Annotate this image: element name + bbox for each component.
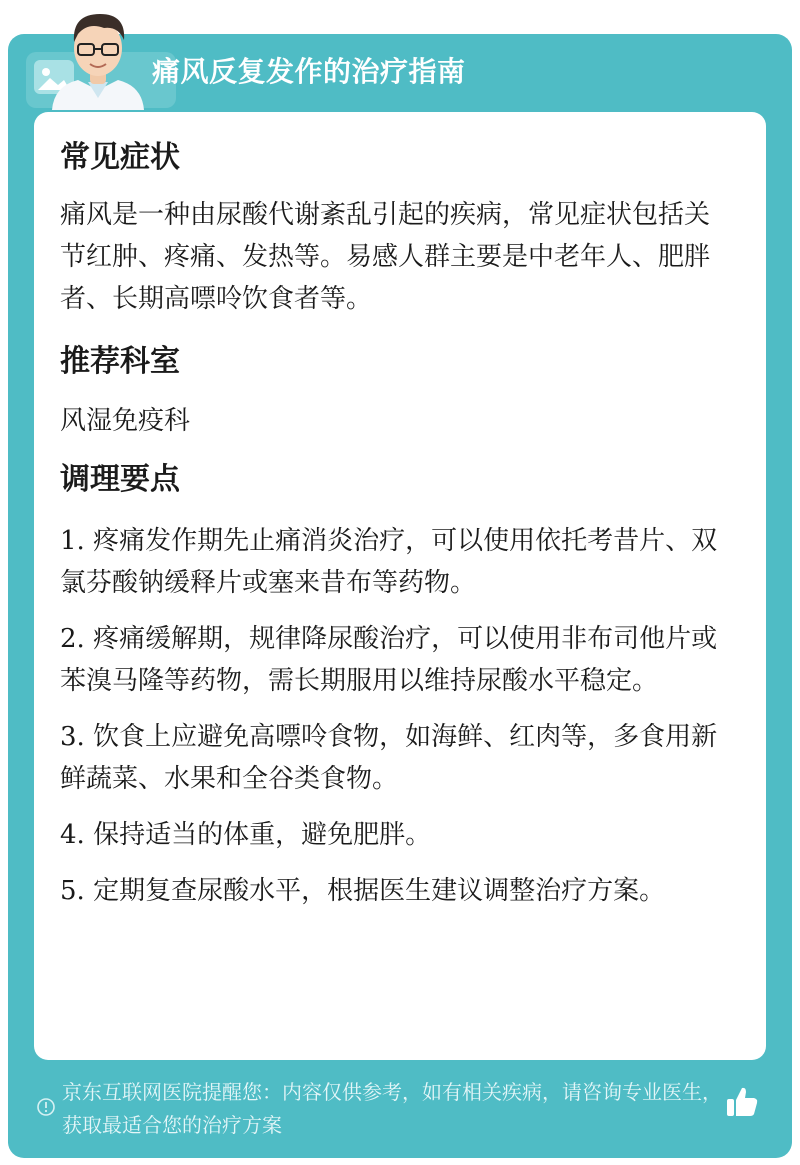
- list-item-text: 疼痛发作期先止痛消炎治疗，可以使用依托考昔片、双氯芬酸钠缓释片或塞来昔布等药物。: [60, 526, 718, 598]
- list-item-number: 4.: [60, 820, 85, 850]
- list-item-number: 2.: [60, 624, 85, 654]
- list-item: [60, 870, 730, 912]
- list-item-text: 定期复查尿酸水平，根据医生建议调整治疗方案。: [93, 876, 666, 906]
- list-item-number: 5.: [60, 876, 85, 906]
- care-list: [60, 520, 730, 912]
- thumbs-up-icon[interactable]: [724, 1084, 760, 1120]
- doctor-avatar: [48, 6, 148, 110]
- disclaimer-text: 京东互联网医院提醒您：内容仅供参考，如有相关疾病，请咨询专业医生，获取最适合您的治疗方案: [62, 1080, 722, 1137]
- list-item-number: 3.: [60, 722, 85, 752]
- list-item: [60, 520, 730, 604]
- list-item: [60, 618, 730, 702]
- care-heading: 调理要点: [60, 462, 180, 497]
- department-heading: 推荐科室: [60, 344, 180, 379]
- list-item-text: 饮食上应避免高嘌呤食物，如海鲜、红肉等，多食用新鲜蔬菜、水果和全谷类食物。: [60, 722, 718, 794]
- list-item-number: 1.: [60, 526, 85, 556]
- department-text: 风湿免疫科: [60, 406, 191, 436]
- content-body: [60, 134, 730, 926]
- list-item: [60, 716, 730, 800]
- symptoms-text: 痛风是一种由尿酸代谢紊乱引起的疾病，常见症状包括关节红肿、疼痛、发热等。易感人群主要是中老年人、肥胖者、长期高嘌呤饮食者等。: [60, 200, 711, 314]
- list-item-text: 保持适当的体重，避免肥胖。: [93, 820, 432, 850]
- info-icon: [36, 1097, 56, 1117]
- content-card: [34, 112, 766, 1060]
- page-title: 痛风反复发作的治疗指南: [152, 55, 466, 88]
- symptoms-heading: 常见症状: [60, 140, 180, 175]
- list-item: [60, 814, 730, 856]
- list-item-text: 疼痛缓解期，规律降尿酸治疗，可以使用非布司他片或苯溴马隆等药物，需长期服用以维持尿酸水平稳定。: [60, 624, 718, 696]
